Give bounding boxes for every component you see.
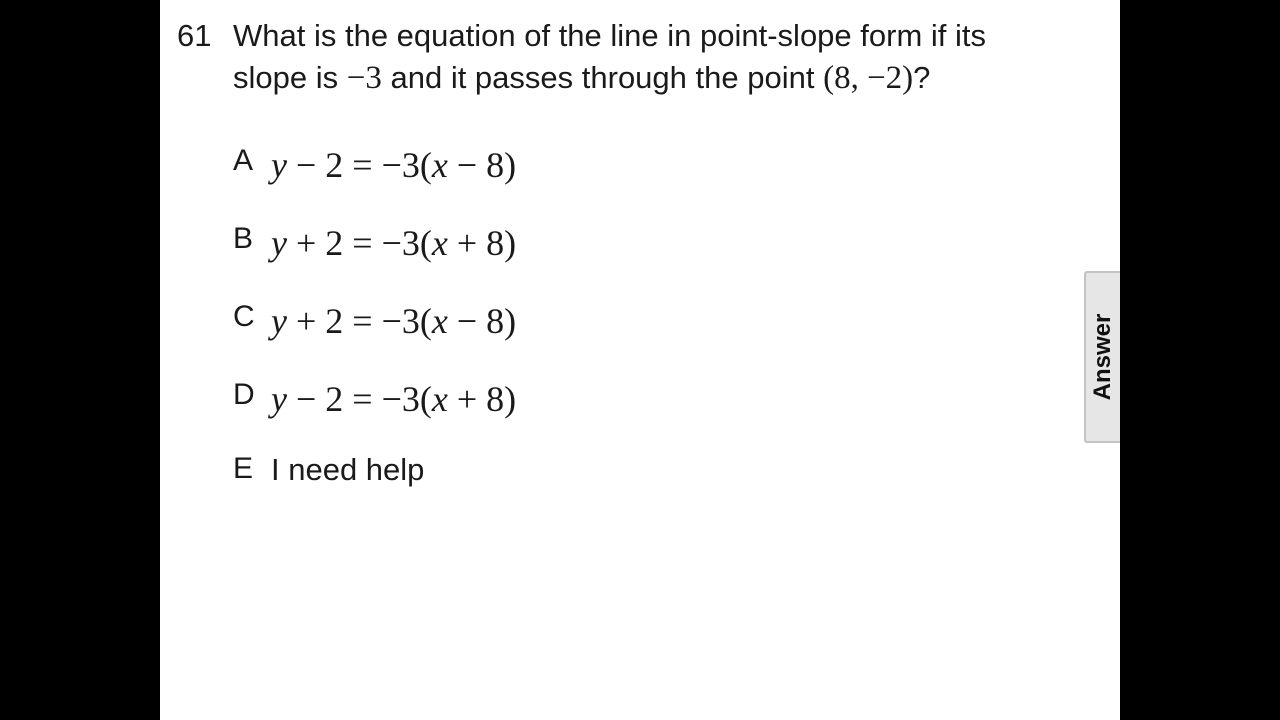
option-b-x: x [431, 223, 448, 263]
question-number: 61 [177, 18, 212, 53]
option-e-text: I need help [271, 452, 425, 487]
option-e[interactable] [233, 451, 653, 495]
answer-tab-label: Answer [1089, 313, 1116, 401]
option-a-equation [271, 143, 516, 187]
option-d-letter: D [233, 378, 255, 411]
option-c-end: − 8) [447, 301, 517, 341]
option-a-x: x [431, 145, 448, 185]
option-d-equation [271, 377, 516, 421]
answer-tab[interactable] [1084, 271, 1120, 443]
option-b[interactable] [233, 221, 653, 265]
option-d-x: x [431, 379, 448, 419]
option-b-mid: + 2 = −3( [286, 223, 432, 263]
option-b-y: y [271, 223, 287, 263]
question-slide [160, 0, 1120, 720]
question-text-line-2 [233, 59, 930, 97]
question-text-line-1: What is the equation of the line in point-slope form if its [233, 18, 987, 53]
option-d-y: y [271, 379, 287, 419]
option-c[interactable] [233, 299, 653, 343]
option-c-mid: + 2 = −3( [286, 301, 432, 341]
question-point-value: (8, −2) [823, 60, 914, 96]
question-point-prefix: and it passes through the point [390, 60, 815, 95]
option-a-end: − 8) [447, 145, 517, 185]
option-a-mid: − 2 = −3( [286, 145, 432, 185]
option-e-letter: E [233, 452, 254, 485]
option-b-letter: B [233, 222, 254, 255]
option-b-end: + 8) [447, 223, 517, 263]
option-c-letter: C [233, 300, 255, 333]
option-a-y: y [271, 145, 287, 185]
option-a-letter: A [233, 144, 254, 177]
question-slope-value: −3 [346, 60, 382, 96]
question-mark: ? [913, 60, 931, 95]
option-d-end: + 8) [447, 379, 517, 419]
option-c-x: x [431, 301, 448, 341]
option-c-equation [271, 299, 516, 343]
option-a[interactable] [233, 143, 653, 187]
option-d-mid: − 2 = −3( [286, 379, 432, 419]
option-d[interactable] [233, 377, 653, 421]
question-slope-prefix: slope is [233, 60, 339, 95]
option-c-y: y [271, 301, 287, 341]
option-b-equation [271, 221, 516, 265]
